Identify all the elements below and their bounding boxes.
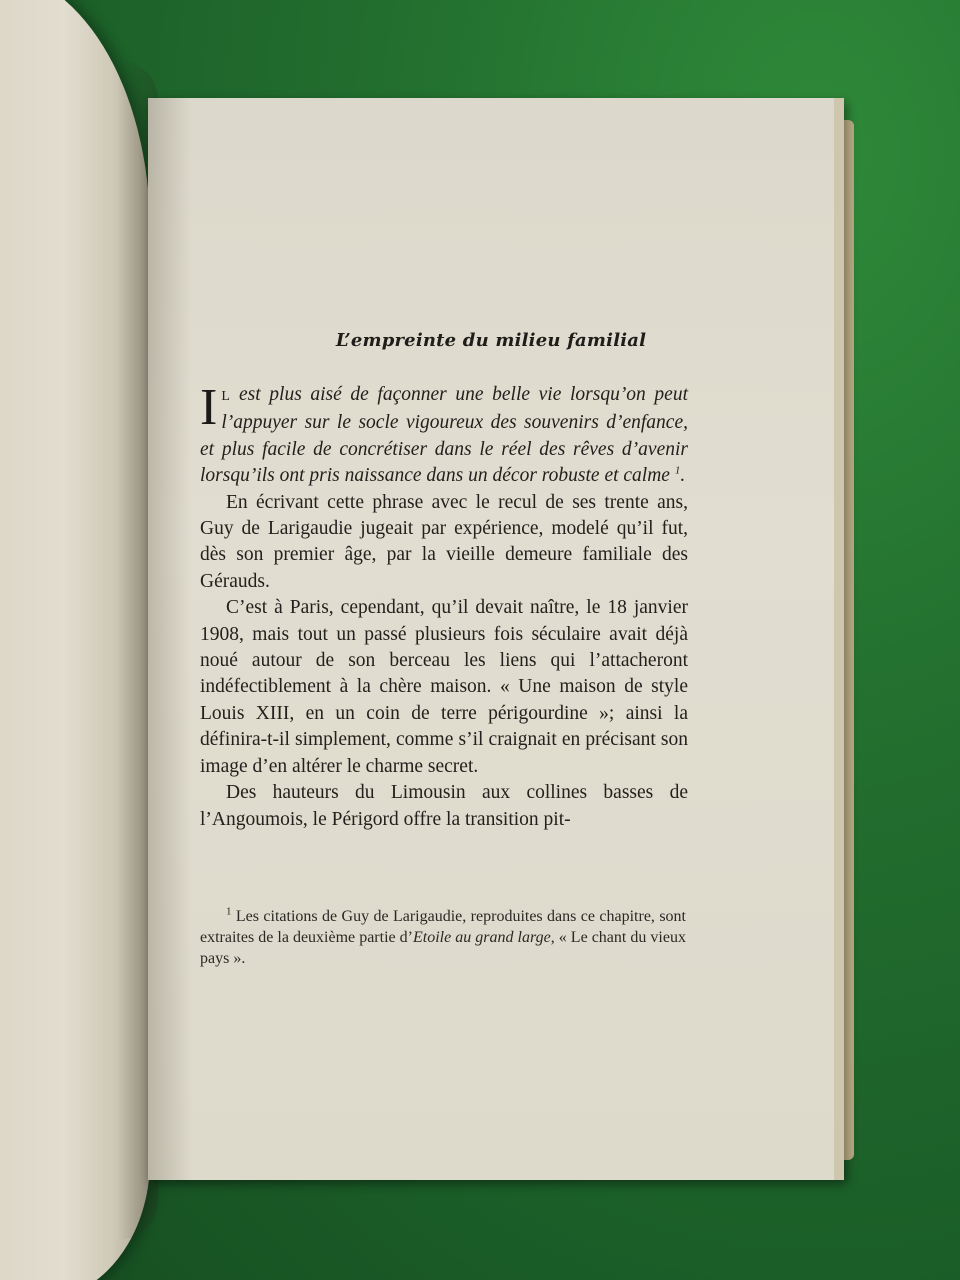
body-text [200,379,688,833]
intro-paragraph [200,379,688,490]
footnote-book-title: Etoile au grand large [412,929,551,946]
footnote-paragraph [200,906,686,969]
paragraph-2: C’est à Paris, cependant, qu’il devait naître, le 18 janvier 1908, mais tout un passé plusieurs fois séculaire avait déjà noué autour de son berceau les liens qui l’attacheront indéfectiblement à la chère maison. « Une maison de style Louis XIII, en un coin de terre périgourdine »; ainsi la définira-t-il simplement, comme s’il craignait en précisant son image d’en altérer le charme secret. [200,597,688,777]
footnote-text: Les citations de Guy de Larigaudie, reproduites dans ce chapitre, sont extraites de la deuxième partie d’ [200,908,686,946]
footnote-marker: 1 [226,905,232,918]
paragraph-3: Des hauteurs du Limousin aux collines basses de l’Angoumois, le Périgord offre la transition pit- [200,782,688,830]
intro-text: est plus aisé de façonner une belle vie lorsqu’on peut l’appuyer sur le socle vigoureux des souvenirs d’enfance, et plus facile de concrétiser dans le réel des rêves d’avenir lorsqu’ils ont pris naissance dans un décor robuste et calme [200,384,688,487]
page-gutter-shadow [148,98,192,1180]
paragraph-1: En écrivant cette phrase avec le recul de ses trente ans, Guy de Larigaudie jugeait par expérience, modelé qu’il fut, dès son premier âge, par la vieille demeure familiale des Gérauds. [200,491,688,592]
chapter-title: L’empreinte du milieu familial [335,330,647,351]
intro-end: . [680,465,686,487]
footnote-reference: 1 [674,464,681,477]
drop-cap-continuation: L [221,389,231,404]
footnote [200,906,686,969]
drop-cap: I [200,379,218,436]
book-page [148,98,844,1180]
footnote-end: , « Le chant du vieux pays ». [200,929,686,967]
